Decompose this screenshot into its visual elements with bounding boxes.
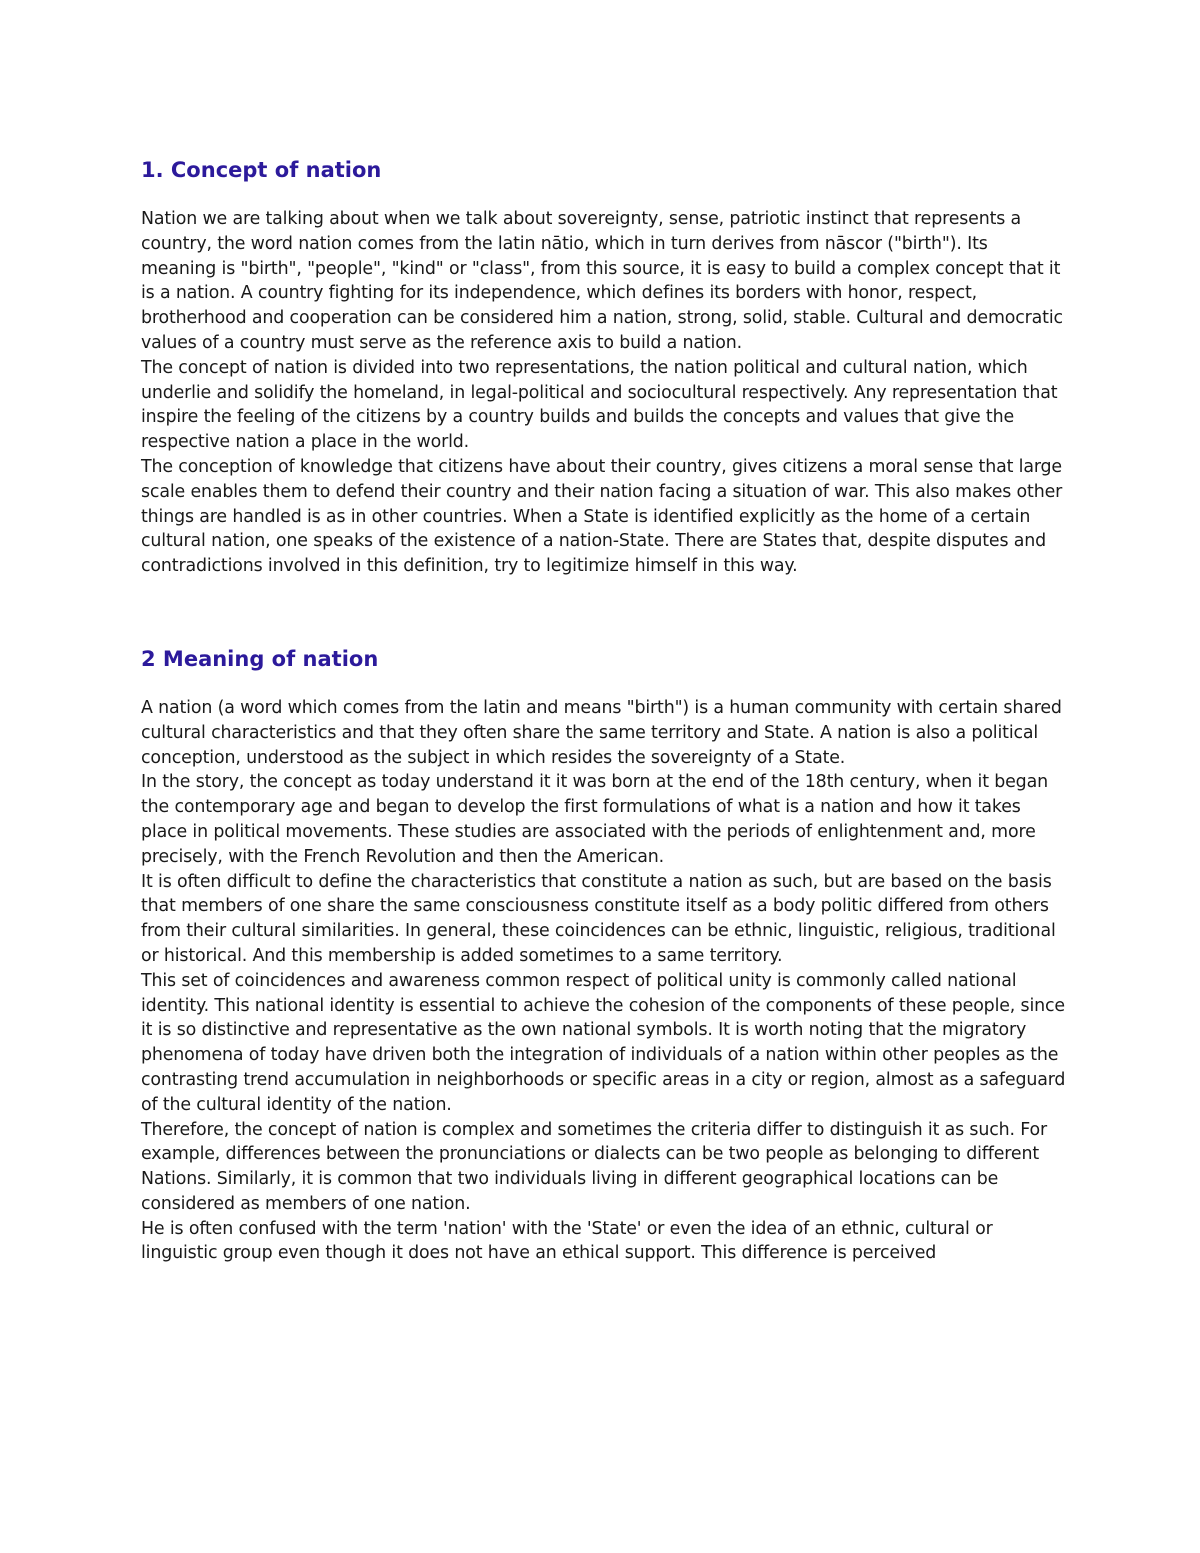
section-heading: 1. Concept of nation <box>141 158 382 182</box>
paragraph: The concept of nation is divided into two representations, the nation political and cultural nation, which underlie and solidify the homeland, in legal-political and sociocultural respectively. Any representation that inspire the feeling of the citizens by a country builds and builds the concepts and values that give the respective nation a place in the world. <box>141 357 1058 453</box>
section-meaning-of-nation <box>141 641 1066 1266</box>
paragraph: This set of coincidences and awareness common respect of political unity is commonly called national identity. This national identity is essential to achieve the cohesion of the components of these people, since it is so distinctive and representative as the own national symbols. It is worth noting that the migratory phenomena of today have driven both the integration of individuals of a nation within other peoples as the contrasting trend accumulation in neighborhoods or specific areas in a city or region, almost as a safeguard of the cultural identity of the nation. <box>141 970 1066 1115</box>
paragraph: Therefore, the concept of nation is complex and sometimes the criteria differ to distinguish it as such. For example, differences between the pronunciations or dialects can be two people as belonging to different Nations. Similarly, it is common that two individuals living in different geographical locations can be considered as members of one nation. <box>141 1119 1047 1214</box>
paragraph: It is often difficult to define the characteristics that constitute a nation as such, but are based on the basis that members of one share the same consciousness constitute itself as a body politic differed from others from their cultural similarities. In general, these coincidences can be ethnic, linguistic, religious, traditional or historical. And this membership is added sometimes to a same territory. <box>141 871 1056 966</box>
paragraph: A nation (a word which comes from the latin and means "birth") is a human community with certain shared cultural characteristics and that they often share the same territory and State. A nation is also a political conception, understood as the subject in which resides the sovereignty of a State. <box>141 697 1062 768</box>
paragraph: In the story, the concept as today understand it it was born at the end of the 18th century, when it began the contemporary age and began to develop the first formulations of what is a nation and how it takes place in political movements. These studies are associated with the periods of enlightenment and, more precisely, with the French Revolution and then the American. <box>141 772 1048 867</box>
paragraph: Nation we are talking about when we talk about sovereignty, sense, patriotic instinct that represents a country, the word nation comes from the latin nātio, which in turn derives from nāscor ("birth"). Its meaning is "birth", "people", "kind" or "class", from this source, it is easy to build a complex concept that it is a nation. A country fighting for its independence, which defines its borders with honor, respect, brotherhood and cooperation can be considered him a nation, strong, solid, stable. Cultural and democratic values of a country must serve as the reference axis to build a nation. <box>141 209 1063 353</box>
paragraph: He is often confused with the term 'nation' with the 'State' or even the idea of an ethnic, cultural or linguistic group even though it does not have an ethical support. This difference is perceived <box>141 1218 993 1264</box>
document-content <box>141 152 1066 1266</box>
section-heading: 2 Meaning of nation <box>141 646 379 671</box>
section-concept-of-nation <box>141 152 1066 579</box>
paragraph: The conception of knowledge that citizens have about their country, gives citizens a moral sense that large scale enables them to defend their country and their nation facing a situation of war. This also makes other things are handled is as in other countries. When a State is identified explicitly as the home of a certain cultural nation, one speaks of the existence of a nation-State. There are States that, despite disputes and contradictions involved in this definition, try to legitimize himself in this way. <box>141 456 1063 577</box>
section-body <box>141 696 1066 1266</box>
section-body <box>141 207 1066 579</box>
